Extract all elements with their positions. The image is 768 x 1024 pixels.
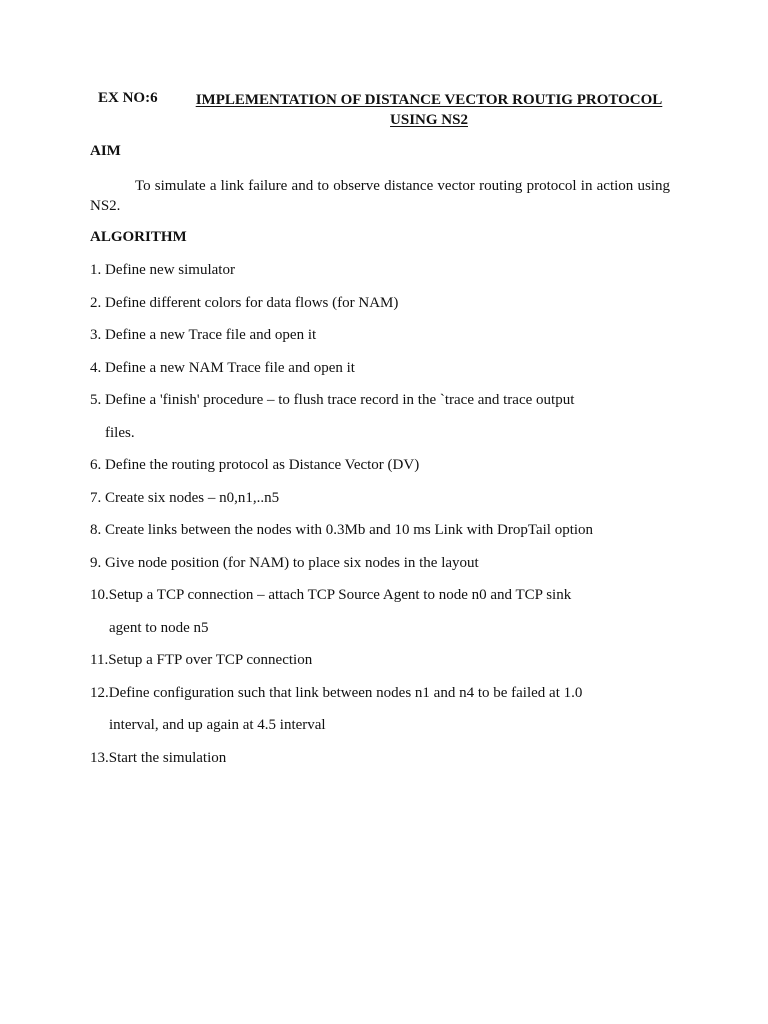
algorithm-step-text: 11.Setup a FTP over TCP connection bbox=[90, 652, 313, 668]
algorithm-step-10 bbox=[90, 585, 690, 638]
algorithm-step-text: 6. Define the routing protocol as Distance Vector (DV) bbox=[90, 457, 420, 473]
algorithm-step-continuation: interval, and up again at 4.5 interval bbox=[109, 717, 326, 733]
exercise-title bbox=[188, 90, 670, 130]
algorithm-step-continuation: agent to node n5 bbox=[109, 619, 209, 636]
algorithm-step-1 bbox=[90, 260, 690, 280]
algorithm-step-text: 5. Define a 'finish' procedure – to flush trace record in the `trace and trace output bbox=[90, 392, 575, 408]
algorithm-step-continuation: files. bbox=[105, 424, 135, 441]
algorithm-step-text: 7. Create six nodes – n0,n1,..n5 bbox=[90, 489, 280, 506]
aim-heading: AIM bbox=[90, 143, 121, 159]
aim-paragraph: To simulate a link failure and to observe distance vector routing protocol in action using NS2. bbox=[90, 178, 670, 214]
algorithm-step-13 bbox=[90, 748, 690, 768]
algorithm-step-text: 3. Define a new Trace file and open it bbox=[90, 327, 317, 343]
algorithm-step-text: 9. Give node position (for NAM) to place six nodes in the layout bbox=[90, 554, 479, 571]
algorithm-heading: ALGORITHM bbox=[90, 229, 187, 245]
algorithm-step-11 bbox=[90, 650, 690, 670]
algorithm-step-3 bbox=[90, 325, 690, 345]
algorithm-step-7 bbox=[90, 488, 690, 508]
algorithm-step-text: 4. Define a new NAM Trace file and open it bbox=[90, 359, 355, 376]
algorithm-step-text: 12.Define configuration such that link between nodes n1 and n4 to be failed at 1.0 bbox=[90, 684, 583, 701]
exercise-title-line-1: IMPLEMENTATION OF DISTANCE VECTOR ROUTIG PROTOCOL bbox=[195, 92, 663, 108]
algorithm-step-text: 1. Define new simulator bbox=[90, 262, 235, 278]
algorithm-step-text: 13.Start the simulation bbox=[90, 749, 227, 766]
exercise-title-line-2: USING NS2 bbox=[390, 112, 468, 128]
algorithm-step-text: 2. Define different colors for data flows (for NAM) bbox=[90, 294, 399, 311]
algorithm-step-9 bbox=[90, 553, 690, 573]
algorithm-step-2 bbox=[90, 293, 690, 313]
algorithm-step-6 bbox=[90, 455, 690, 475]
algorithm-step-8 bbox=[90, 520, 690, 540]
algorithm-steps-list bbox=[90, 260, 690, 780]
algorithm-step-text: 8. Create links between the nodes with 0.3Mb and 10 ms Link with DropTail option bbox=[90, 522, 594, 538]
algorithm-step-text: 10.Setup a TCP connection – attach TCP Source Agent to node n0 and TCP sink bbox=[90, 587, 572, 603]
exercise-number: EX NO:6 bbox=[98, 90, 158, 106]
algorithm-step-5 bbox=[90, 390, 690, 443]
algorithm-step-4 bbox=[90, 358, 690, 378]
algorithm-step-12 bbox=[90, 683, 690, 736]
